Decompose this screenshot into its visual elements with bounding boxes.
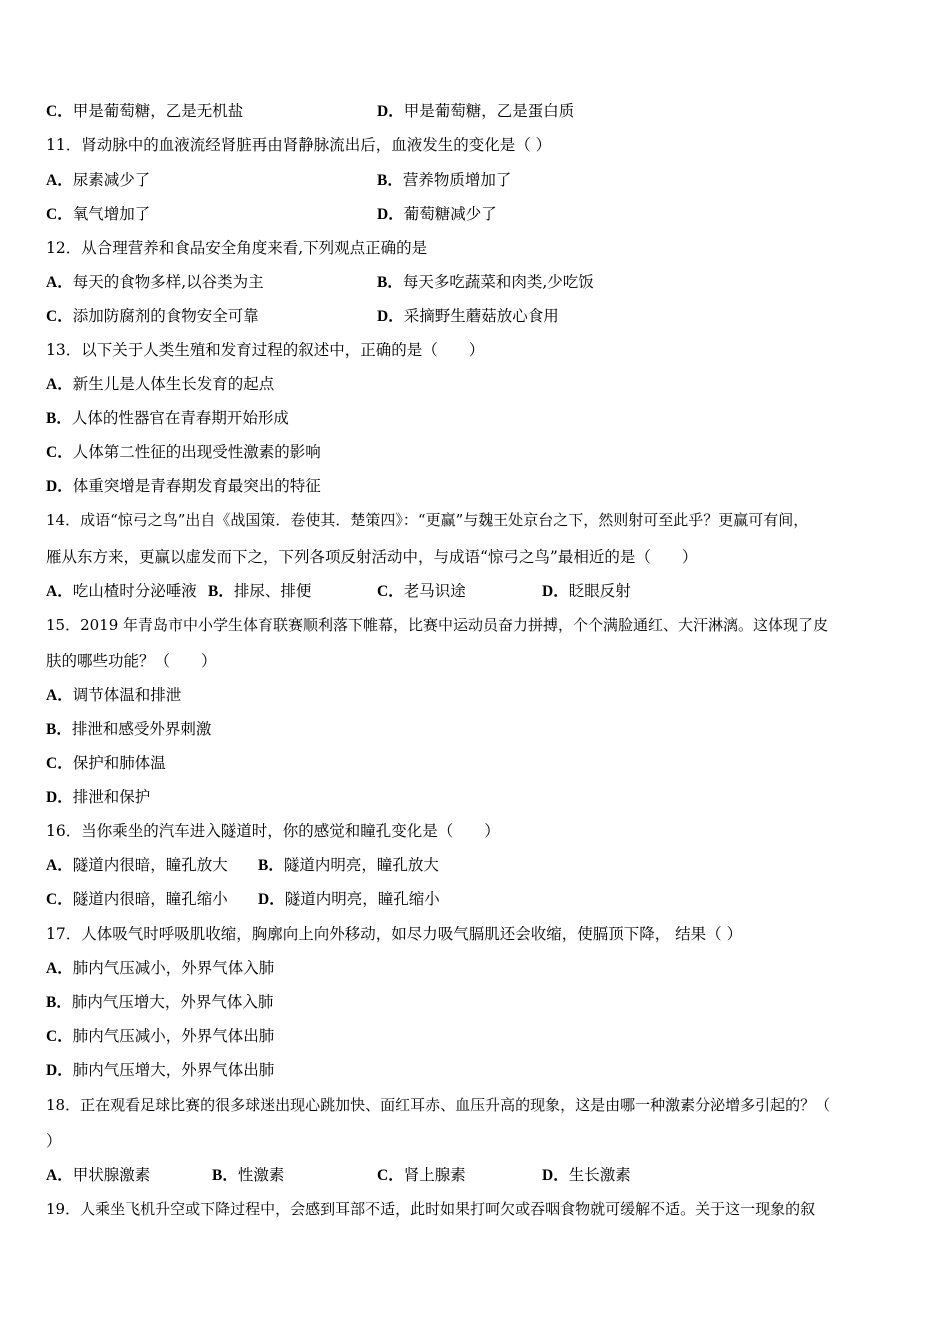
q14-stem-line2: 雁从东方来，更赢以虚发而下之，下列各项反射活动中，与成语“惊弓之鸟”最相近的是（ ） [46,548,698,566]
option-label: B． [46,721,72,738]
option-text: 肺内气压增大，外界气体出肺 [72,1061,275,1079]
option-label: D． [377,103,404,120]
option-label: C． [46,206,73,223]
option-label: B． [212,1167,238,1184]
option-text: 隧道内明亮，瞳孔缩小 [284,890,440,908]
option-label: C． [46,891,73,908]
option-text: 隧道内很暗，瞳孔缩小 [72,890,228,908]
q15-option-a [46,685,181,706]
q18-option-d [542,1165,631,1186]
q11-option-d [377,204,497,225]
option-text: 甲是葡萄糖，乙是无机盐 [72,102,244,120]
option-label: D． [377,308,404,325]
option-label: A． [46,274,73,291]
option-text: 肾上腺素 [403,1166,466,1184]
option-text: 甲是葡萄糖，乙是蛋白质 [403,102,575,120]
option-label: D． [542,1167,569,1184]
option-text: 每天的食物多样,以谷类为主 [72,273,264,291]
option-text: 保护和肺体温 [72,754,166,772]
q17-option-c [46,1026,274,1047]
option-label: A． [46,583,73,600]
option-text: 隧道内很暗，瞳孔放大 [72,856,228,874]
option-label: D． [377,206,404,223]
option-text: 肺内气压增大，外界气体入肺 [71,993,274,1011]
option-label: D． [542,583,569,600]
option-text: 眨眼反射 [568,582,631,600]
option-text: 排尿、排便 [233,582,312,600]
q13-option-b [46,408,289,429]
q18-stem-line1: 18．正在观看足球比赛的很多球迷出现心跳加快、面红耳赤、血压升高的现象，这是由哪一种激素分泌增多引起的？（ [46,1096,831,1114]
q15-stem-line1: 15．2019 年青岛市中小学生体育联赛顺利落下帷幕，比赛中运动员奋力拼搏，个个满脸通红、大汗淋漓。这体现了皮 [46,616,829,634]
q12-option-d [377,306,559,327]
option-label: A． [46,376,73,393]
q19-stem: 19．人乘坐飞机升空或下降过程中，会感到耳部不适，此时如果打呵欠或吞咽食物就可缓解不适。关于这一现象的叙 [46,1200,816,1218]
option-label: D． [46,789,73,806]
option-text: 葡萄糖减少了 [403,205,497,223]
q18-option-c [377,1165,466,1186]
option-text: 肺内气压减小，外界气体入肺 [72,959,275,977]
option-text: 生长激素 [568,1166,631,1184]
q13-option-c [46,442,321,463]
q16-option-d [258,889,440,910]
q16-option-b [258,855,439,876]
q10-option-c [46,101,243,122]
q10-option-d [377,101,574,122]
q17-option-d [46,1060,274,1081]
q16-option-c [46,889,228,910]
option-label: A． [46,960,73,977]
q14-option-b [208,581,311,602]
q17-option-a [46,958,274,979]
option-label: B． [377,274,403,291]
q14-option-a [46,581,197,602]
q11-stem: 11．肾动脉中的血液流经肾脏再由肾静脉流出后，血液发生的变化是（ ） [46,136,552,154]
option-text: 调节体温和排泄 [72,686,182,704]
option-text: 隧道内明亮，瞳孔放大 [283,856,439,874]
option-text: 尿素减少了 [72,171,151,189]
option-label: C． [46,444,73,461]
option-text: 甲状腺激素 [72,1166,151,1184]
option-text: 体重突增是青春期发育最突出的特征 [72,477,321,495]
option-text: 老马识途 [403,582,466,600]
q14-option-d [542,581,631,602]
option-label: C． [46,755,73,772]
q13-stem: 13．以下关于人类生殖和发育过程的叙述中，正确的是（ ） [46,341,485,359]
option-label: A． [46,687,73,704]
q15-option-c [46,753,166,774]
option-text: 新生儿是人体生长发育的起点 [72,375,275,393]
option-label: B． [46,994,72,1011]
option-text: 肺内气压减小，外界气体出肺 [72,1027,275,1045]
q11-option-a [46,170,150,191]
option-label: C． [377,1167,404,1184]
q13-option-a [46,374,274,395]
option-text: 营养物质增加了 [402,171,512,189]
option-label: A． [46,172,73,189]
option-label: D． [46,478,73,495]
option-label: B． [377,172,403,189]
q16-stem: 16．当你乘坐的汽车进入隧道时，你的感觉和瞳孔变化是（ ） [46,822,500,840]
q18-stem-line2: ） [46,1132,62,1150]
q18-option-a [46,1165,150,1186]
option-label: C． [46,103,73,120]
q14-option-c [377,581,466,602]
option-text: 添加防腐剂的食物安全可靠 [72,307,259,325]
option-label: D． [46,1062,73,1079]
q15-option-d [46,787,150,808]
option-text: 氧气增加了 [72,205,151,223]
q12-option-b [377,272,594,293]
q17-stem: 17．人体吸气时呼吸肌收缩，胸廓向上向外移动，如尽力吸气膈肌还会收缩，使膈顶下降， 结果（ ） [46,925,743,943]
option-label: C． [377,583,404,600]
option-text: 排泄和感受外界刺激 [71,720,212,738]
option-label: C． [46,1028,73,1045]
option-label: B． [258,857,284,874]
option-label: B． [208,583,234,600]
option-text: 人体的性器官在青春期开始形成 [71,409,289,427]
q12-stem: 12．从合理营养和食品安全角度来看,下列观点正确的是 [46,239,428,257]
option-label: A． [46,1167,73,1184]
q12-option-a [46,272,264,293]
q17-option-b [46,992,273,1013]
option-text: 性激素 [237,1166,285,1184]
q15-option-b [46,719,211,740]
q13-option-d [46,476,321,497]
q11-option-c [46,204,150,225]
q12-option-c [46,306,259,327]
option-text: 排泄和保护 [72,788,151,806]
option-label: A． [46,857,73,874]
option-text: 人体第二性征的出现受性激素的影响 [72,443,321,461]
option-label: B． [46,410,72,427]
option-text: 采摘野生蘑菇放心食用 [403,307,559,325]
option-text: 吃山楂时分泌唾液 [72,582,197,600]
q14-stem-line1: 14．成语“惊弓之鸟”出自《战国策．卷使其．楚策四》：“更赢”与魏王处京台之下，然则射可至此乎？更赢可有间， [46,511,809,529]
q11-option-b [377,170,511,191]
option-text: 每天多吃蔬菜和肉类,少吃饭 [402,273,594,291]
q15-stem-line2: 肤的哪些功能？（ ） [46,652,217,670]
option-label: C． [46,308,73,325]
q16-option-a [46,855,228,876]
option-label: D． [258,891,285,908]
q18-option-b [212,1165,284,1186]
